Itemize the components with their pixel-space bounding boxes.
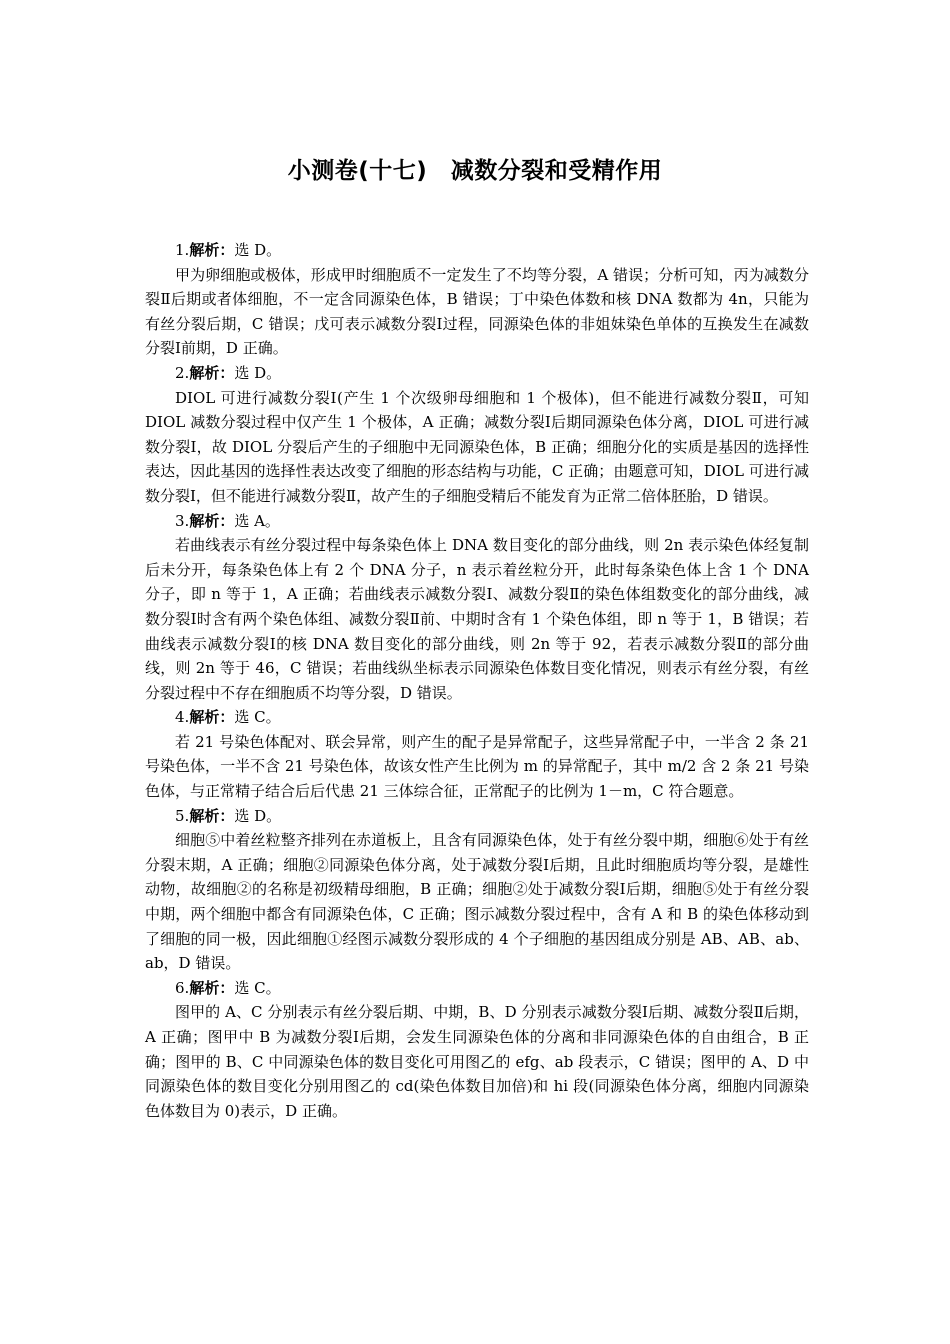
answer-number: 5. bbox=[175, 806, 190, 825]
answer-explanation: 若 21 号染色体配对、联会异常，则产生的配子是异常配子，这些异常配子中，一半含 2 条 21 号染色体，一半不含 21 号染色体，故该女性产生比例为 m 的异常配子，其中 m/2 含 2 条 21 号染色体，与正常精子结合后后代患 21 三体综合征，正常配子的比例为 1－m，C 符合题意。 bbox=[145, 732, 809, 801]
answer-explanation: DIOL 可进行减数分裂Ⅰ(产生 1 个次级卵母细胞和 1 个极体)，但不能进行减数分裂Ⅱ，可知 DIOL 减数分裂过程中仅产生 1 个极体，A 正确；减数分裂Ⅰ后期同源染色体分离，DIOL 可进行减数分裂Ⅰ，故 DIOL 分裂后产生的子细胞中无同源染色体，B 正确；细胞分化的实质是基因的选择性表达，因此基因的选择性表达改变了细胞的形态结构与功能，C 正确；由题意可知，DIOL 可进行减数分裂Ⅰ，但不能进行减数分裂Ⅱ，故产生的子细胞受精后不能发育为正常二倍体胚胎，D 错误。 bbox=[145, 388, 809, 505]
answer-heading bbox=[145, 804, 809, 829]
answer-heading bbox=[145, 976, 809, 1001]
answer-4 bbox=[145, 705, 809, 803]
answer-label: 解析： bbox=[189, 806, 235, 825]
answer-3 bbox=[145, 509, 809, 706]
answer-explanation: 甲为卵细胞或极体，形成甲时细胞质不一定发生了不均等分裂，A 错误；分析可知，丙为减数分裂Ⅱ后期或者体细胞，不一定含同源染色体，B 错误；丁中染色体数和核 DNA 数都为 4n，只能为有丝分裂后期，C 错误；戊可表示减数分裂Ⅰ过程，同源染色体的非姐妹染色单体的互换发生在减数分裂Ⅰ前期，D 正确。 bbox=[145, 265, 809, 358]
answer-label: 解析： bbox=[189, 363, 235, 382]
answer-choice: 选 C。 bbox=[234, 708, 281, 727]
answer-heading bbox=[145, 509, 809, 534]
answer-label: 解析： bbox=[189, 708, 235, 727]
answer-explanation: 图甲的 A、C 分别表示有丝分裂后期、中期，B、D 分别表示减数分裂Ⅰ后期、减数分裂Ⅱ后期，A 正确；图甲中 B 为减数分裂Ⅰ后期，会发生同源染色体的分离和非同源染色体的自由组合，B 正确；图甲的 B、C 中同源染色体的数目变化可用图乙的 efg、ab 段表示，C 错误；图甲的 A、D 中同源染色体的数目变化分别用图乙的 cd(染色体数目加倍)和 hi 段(同源染色体分离，细胞内同源染色体数目为 0)表示，D 正确。 bbox=[145, 1003, 809, 1120]
answer-number: 1. bbox=[175, 241, 190, 259]
answer-6 bbox=[145, 976, 809, 1124]
answer-choice: 选 D。 bbox=[234, 363, 282, 382]
answer-list bbox=[145, 238, 809, 1123]
answer-label: 解析： bbox=[189, 978, 235, 997]
answer-5 bbox=[145, 804, 809, 976]
answer-choice: 选 A。 bbox=[234, 511, 280, 530]
answer-label: 解析： bbox=[189, 241, 235, 259]
answer-1 bbox=[145, 238, 809, 361]
answer-choice: 选 C。 bbox=[234, 978, 281, 997]
answer-number: 6. bbox=[175, 978, 190, 997]
page-title: 小测卷(十七) 减数分裂和受精作用 bbox=[287, 158, 663, 184]
answer-heading bbox=[145, 361, 809, 386]
answer-explanation: 若曲线表示有丝分裂过程中每条染色体上 DNA 数目变化的部分曲线，则 2n 表示染色体经复制后未分开，每条染色体上有 2 个 DNA 分子，n 表示着丝粒分开，此时每条染色体上含 1 个 DNA 分子，即 n 等于 1，A 正确；若曲线表示减数分裂Ⅰ、减数分裂Ⅱ的染色体组数变化的部分曲线，减数分裂Ⅰ时含有两个染色体组、减数分裂Ⅱ前、中期时含有 1 个染色体组，即 n 等于 1，B 错误；若曲线表示减数分裂Ⅰ的核 DNA 数目变化的部分曲线，则 2n 等于 92，若表示减数分裂Ⅱ的部分曲线，则 2n 等于 46，C 错误；若曲线纵坐标表示同源染色体数目变化情况，则表示有丝分裂，有丝分裂过程中不存在细胞质不均等分裂，D 错误。 bbox=[145, 536, 809, 702]
answer-number: 3. bbox=[175, 511, 190, 530]
answer-2 bbox=[145, 361, 809, 509]
answer-heading bbox=[145, 238, 809, 263]
answer-choice: 选 D。 bbox=[234, 241, 282, 259]
answer-label: 解析： bbox=[189, 511, 235, 530]
answer-number: 2. bbox=[175, 363, 190, 382]
answer-heading bbox=[145, 705, 809, 730]
answer-choice: 选 D。 bbox=[234, 806, 282, 825]
answer-explanation: 细胞⑤中着丝粒整齐排列在赤道板上，且含有同源染色体，处于有丝分裂中期，细胞⑥处于有丝分裂末期，A 正确；细胞②同源染色体分离，处于减数分裂Ⅰ后期，且此时细胞质均等分裂，是雄性动物，故细胞②的名称是初级精母细胞，B 正确；细胞②处于减数分裂Ⅰ后期，细胞⑤处于有丝分裂中期，两个细胞中都含有同源染色体，C 正确；图示减数分裂过程中，含有 A 和 B 的染色体移动到了细胞的同一极，因此细胞①经图示减数分裂形成的 4 个子细胞的基因组成分别是 AB、AB、ab、ab，D 错误。 bbox=[145, 831, 809, 973]
answer-number: 4. bbox=[175, 708, 190, 727]
